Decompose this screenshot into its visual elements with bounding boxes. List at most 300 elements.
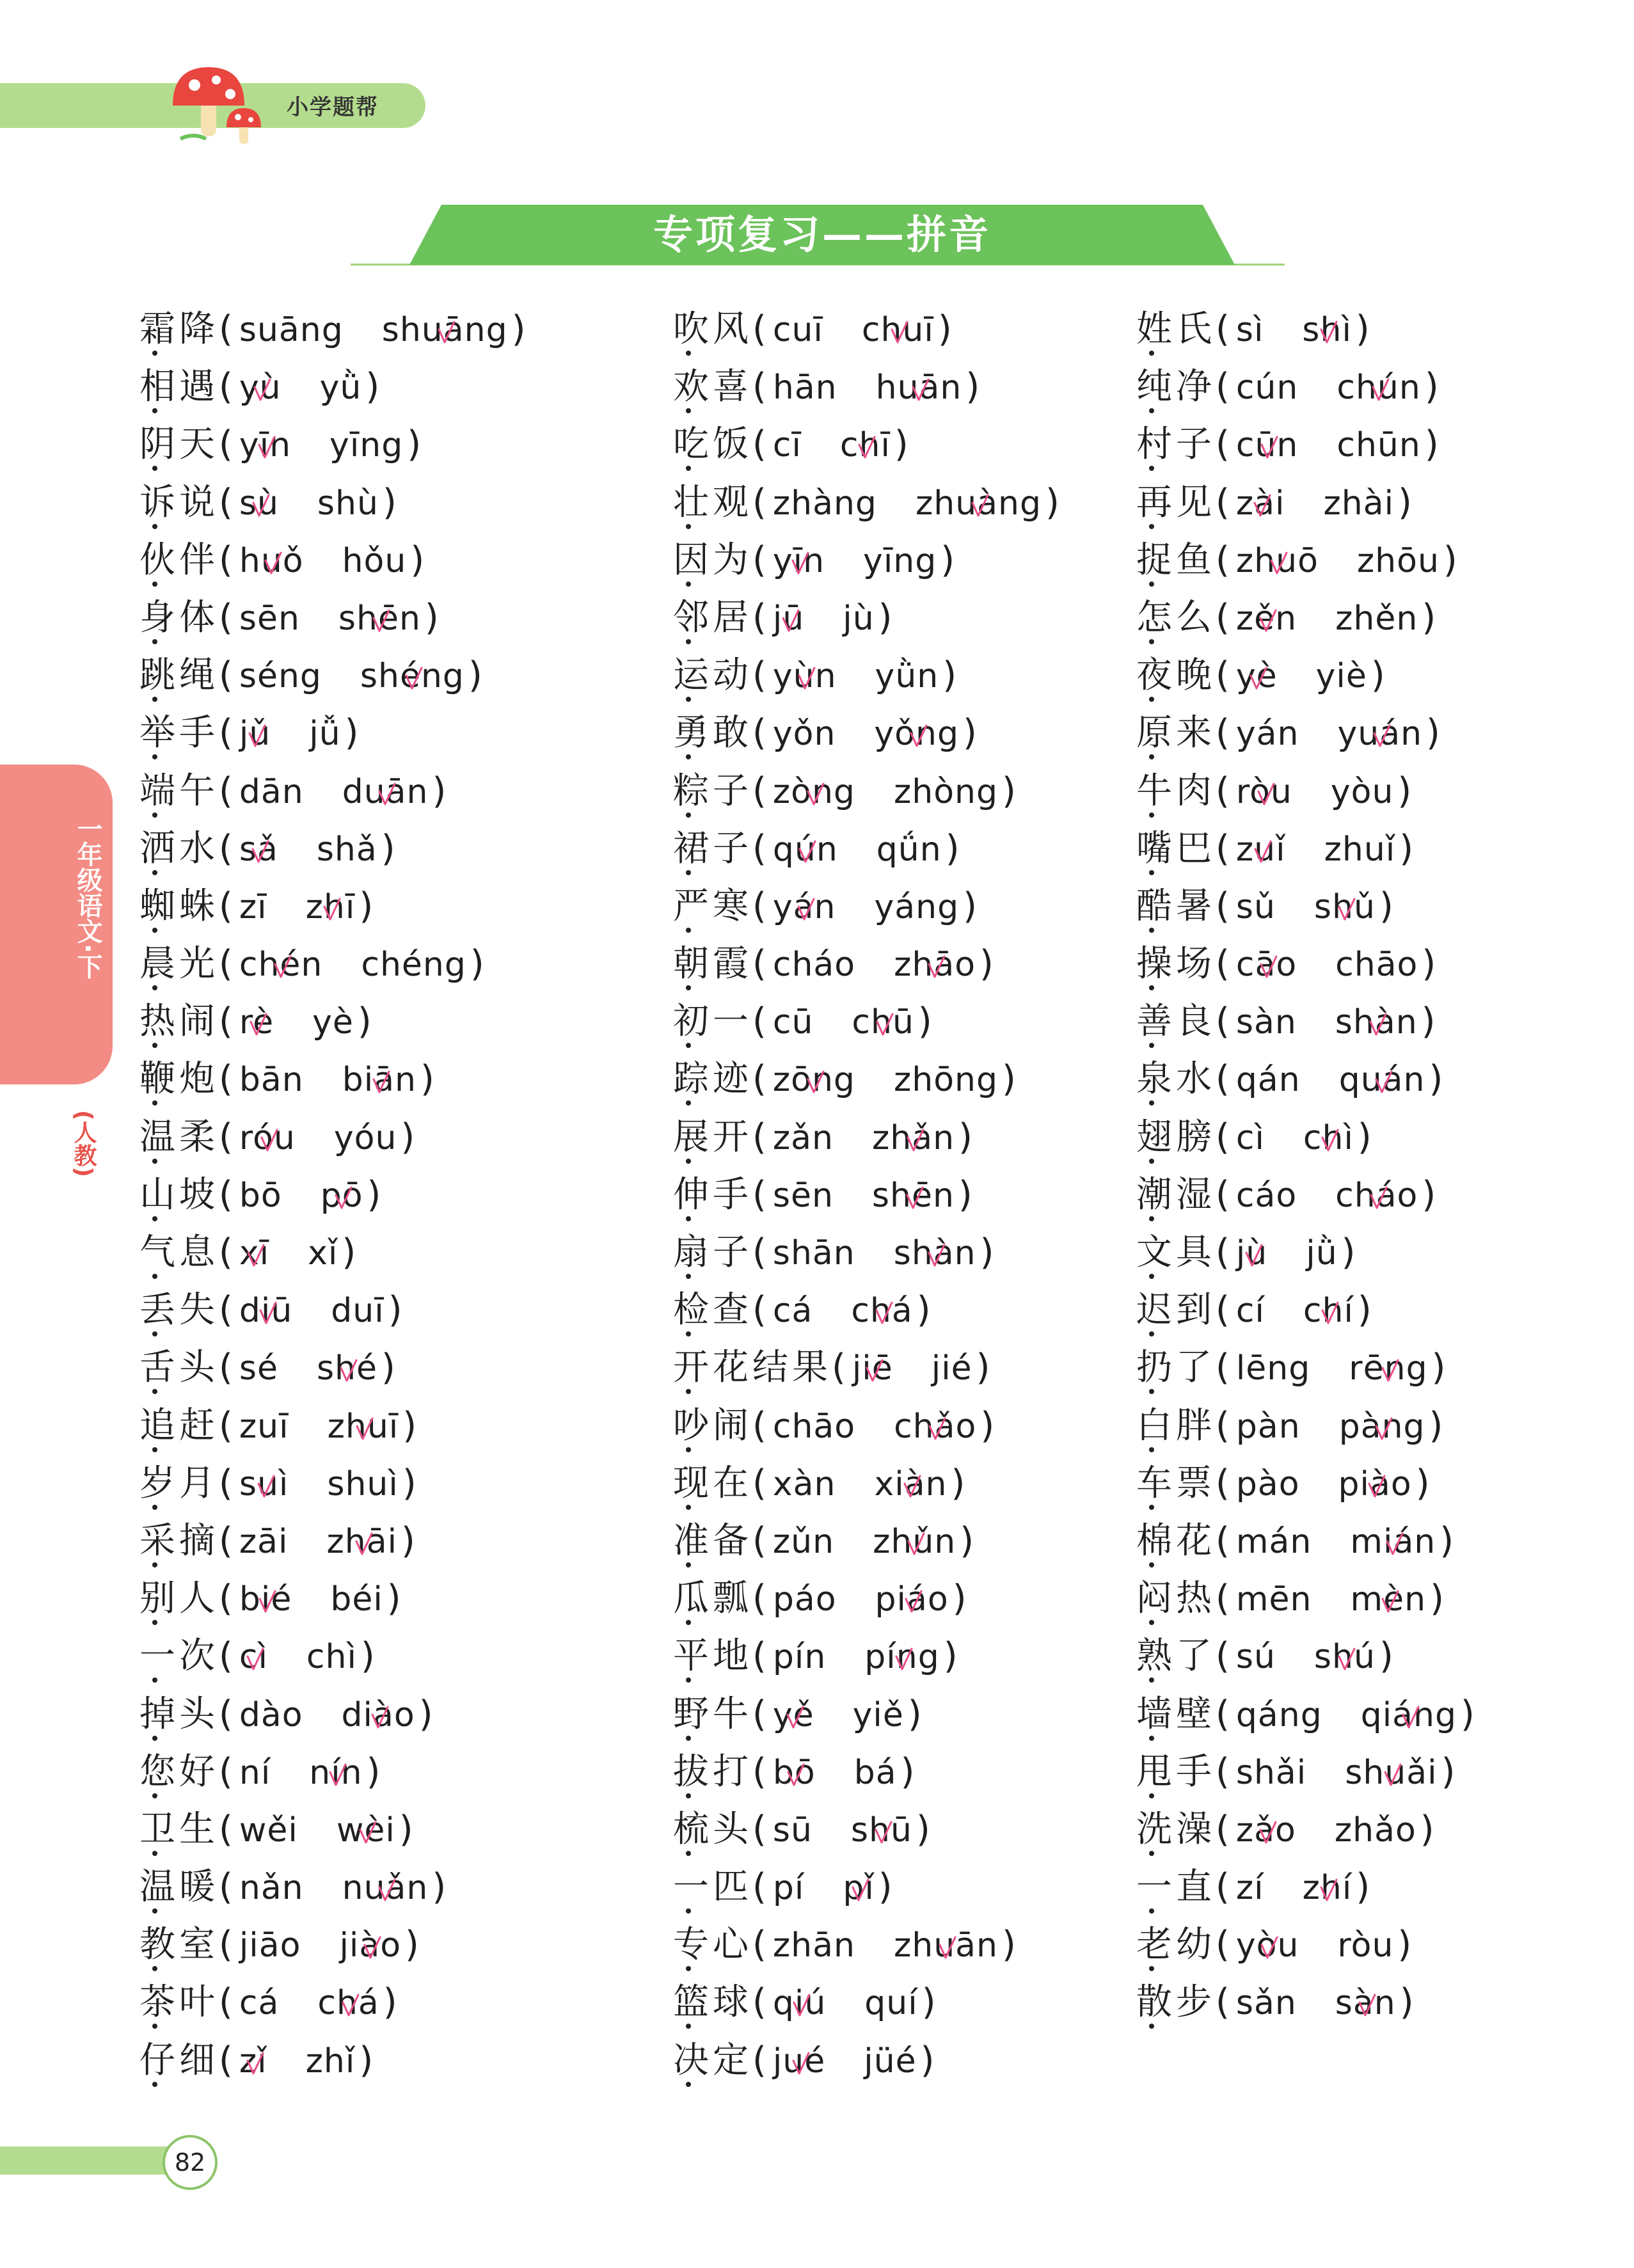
pinyin-option-b[interactable] xyxy=(894,763,998,821)
pinyin-option-b[interactable] xyxy=(853,1686,904,1744)
word-hanzi: 追赶 xyxy=(139,1397,219,1455)
pinyin-option-b[interactable] xyxy=(1335,936,1418,994)
pinyin-option-b-text: zhuī xyxy=(327,1407,399,1446)
pinyin-option-a[interactable] xyxy=(773,763,855,821)
word-hanzi: 迟到 xyxy=(1136,1281,1216,1339)
close-paren: ) xyxy=(942,654,957,697)
pinyin-item xyxy=(673,1397,1059,1455)
pinyin-option-a[interactable] xyxy=(773,1974,826,2032)
pinyin-option-a[interactable] xyxy=(239,1167,282,1225)
pinyin-option-b[interactable] xyxy=(1361,1686,1457,1744)
pinyin-option-b[interactable] xyxy=(308,1225,338,1282)
pinyin-option-b[interactable] xyxy=(894,1398,976,1455)
close-paren: ) xyxy=(1399,827,1414,869)
pinyin-option-b[interactable] xyxy=(1335,590,1418,647)
close-paren: ) xyxy=(1431,1347,1446,1389)
pinyin-option-a[interactable] xyxy=(773,416,802,474)
pinyin-option-a[interactable] xyxy=(1236,1167,1297,1225)
pinyin-option-a-text: pín xyxy=(772,1638,827,1677)
pinyin-item xyxy=(1136,1628,1475,1685)
pinyin-option-b[interactable] xyxy=(1350,1513,1436,1571)
pinyin-option-b-text: zhòng xyxy=(893,772,998,811)
pinyin-item xyxy=(1136,1397,1475,1455)
pinyin-option-b[interactable] xyxy=(1302,301,1352,359)
pinyin-option-b[interactable] xyxy=(327,1455,398,1513)
pinyin-option-b[interactable] xyxy=(1357,532,1440,590)
pinyin-option-b[interactable] xyxy=(326,1513,397,1571)
close-paren: ) xyxy=(511,308,526,350)
pinyin-option-a[interactable] xyxy=(1236,705,1299,763)
word-hanzi: 展开 xyxy=(673,1109,752,1166)
open-paren: ( xyxy=(219,1289,233,1331)
pinyin-option-a[interactable] xyxy=(773,821,838,878)
open-paren: ( xyxy=(752,1058,766,1100)
word-hanzi: 棉花 xyxy=(1136,1512,1216,1570)
pinyin-option-a[interactable] xyxy=(773,1109,834,1167)
pinyin-option-a[interactable] xyxy=(1236,821,1286,878)
word-hanzi: 温柔 xyxy=(139,1109,219,1166)
pinyin-option-b[interactable] xyxy=(330,1571,383,1628)
pinyin-option-a-text: cí xyxy=(1235,1292,1265,1331)
pinyin-option-b[interactable] xyxy=(306,1628,357,1686)
close-paren: ) xyxy=(900,1750,915,1793)
pinyin-option-a[interactable] xyxy=(1236,878,1276,936)
pinyin-option-b[interactable] xyxy=(840,416,891,474)
pinyin-option-b[interactable] xyxy=(328,1398,399,1455)
pinyin-option-b-text: piáo xyxy=(875,1580,949,1619)
pinyin-option-a[interactable] xyxy=(239,532,304,590)
pinyin-option-b-text: chún xyxy=(1337,369,1421,408)
pinyin-option-a[interactable] xyxy=(239,1455,289,1513)
close-paren: ) xyxy=(401,1116,415,1158)
pinyin-item xyxy=(1136,1166,1475,1224)
pinyin-option-a[interactable] xyxy=(773,532,825,590)
pinyin-option-b[interactable] xyxy=(312,994,354,1051)
pinyin-option-a[interactable] xyxy=(239,2033,267,2090)
pinyin-option-a[interactable] xyxy=(773,1513,834,1571)
pinyin-option-a[interactable] xyxy=(773,936,855,994)
pinyin-option-b[interactable] xyxy=(1303,1109,1354,1167)
pinyin-option-b[interactable] xyxy=(894,1225,976,1282)
open-paren: ( xyxy=(752,1750,766,1793)
word-hanzi: 熟了 xyxy=(1136,1628,1216,1685)
pinyin-item xyxy=(1136,1512,1475,1570)
pinyin-option-b[interactable] xyxy=(873,1513,956,1571)
pinyin-option-a-text: yù xyxy=(239,369,282,408)
pinyin-option-b[interactable] xyxy=(1303,1859,1352,1917)
pinyin-option-b[interactable] xyxy=(342,763,429,821)
pinyin-option-a[interactable] xyxy=(773,475,877,532)
pinyin-item xyxy=(139,358,525,416)
open-paren: ( xyxy=(752,1693,766,1735)
pinyin-option-a-text: zǔn xyxy=(772,1522,835,1561)
close-paren: ) xyxy=(468,654,482,697)
open-paren: ( xyxy=(752,1289,766,1331)
pinyin-option-b[interactable] xyxy=(342,1686,415,1744)
pinyin-option-b[interactable] xyxy=(309,1744,362,1802)
pinyin-option-a[interactable] xyxy=(239,994,274,1051)
pinyin-option-a-text: zuǐ xyxy=(1235,830,1286,869)
close-paren: ) xyxy=(1426,712,1440,754)
pinyin-option-b[interactable] xyxy=(1337,359,1420,416)
pinyin-option-a[interactable] xyxy=(239,301,344,359)
pinyin-option-a[interactable] xyxy=(239,1686,303,1744)
pinyin-item xyxy=(139,474,525,532)
pinyin-option-a[interactable] xyxy=(1236,1513,1312,1571)
pinyin-option-b-text: chéng xyxy=(361,946,466,985)
pinyin-option-b-text: chí xyxy=(1303,1292,1354,1331)
pinyin-option-b[interactable] xyxy=(334,1109,397,1167)
close-paren: ) xyxy=(1357,1116,1372,1158)
pinyin-option-b[interactable] xyxy=(360,647,464,705)
pinyin-option-a[interactable] xyxy=(239,1802,298,1859)
pinyin-option-a[interactable] xyxy=(239,1571,292,1628)
pinyin-option-a[interactable] xyxy=(1236,1109,1265,1167)
pinyin-option-a-text: bō xyxy=(239,1176,282,1215)
pinyin-option-b-text: zhěn xyxy=(1335,599,1418,638)
pinyin-option-b[interactable] xyxy=(1350,1571,1426,1628)
pinyin-option-a[interactable] xyxy=(239,1109,296,1167)
pinyin-option-a-text: jiāo xyxy=(239,1926,301,1965)
pinyin-item xyxy=(139,1570,525,1628)
pinyin-option-b[interactable] xyxy=(843,1859,874,1917)
pinyin-item xyxy=(673,1166,1059,1224)
pinyin-option-a[interactable] xyxy=(1236,1859,1264,1917)
pinyin-option-b[interactable] xyxy=(874,1455,947,1513)
pinyin-option-b[interactable] xyxy=(342,532,407,590)
pinyin-option-a[interactable] xyxy=(239,1398,289,1455)
pinyin-option-a[interactable] xyxy=(773,1051,855,1109)
open-paren: ( xyxy=(219,308,233,350)
word-hanzi: 身体 xyxy=(139,589,219,647)
open-paren: ( xyxy=(1216,1866,1230,1908)
close-paren: ) xyxy=(410,539,425,581)
open-paren: ( xyxy=(219,1058,233,1100)
pinyin-option-b-text: yǒng xyxy=(874,715,959,754)
pinyin-option-a-text: qán xyxy=(1235,1061,1301,1100)
pinyin-option-a[interactable] xyxy=(239,475,279,532)
pinyin-option-a[interactable] xyxy=(1236,1628,1276,1686)
pinyin-item xyxy=(139,1686,525,1743)
close-paren: ) xyxy=(1341,1232,1356,1273)
word-hanzi: 卫生 xyxy=(139,1801,219,1859)
open-paren: ( xyxy=(1216,308,1230,350)
open-paren: ( xyxy=(219,885,233,927)
word-hanzi: 温暖 xyxy=(139,1859,219,1916)
pinyin-option-a[interactable] xyxy=(239,1628,268,1686)
pinyin-item xyxy=(673,358,1059,416)
pinyin-option-a[interactable] xyxy=(1236,1571,1312,1628)
pinyin-option-b[interactable] xyxy=(1331,763,1394,821)
pinyin-item xyxy=(1136,1339,1475,1397)
pinyin-option-a[interactable] xyxy=(773,647,837,705)
pinyin-option-a-text: bān xyxy=(239,1061,304,1100)
pinyin-option-a[interactable] xyxy=(1236,475,1285,532)
pinyin-option-b-text: yǜn xyxy=(875,657,939,696)
pinyin-option-b[interactable] xyxy=(338,590,421,647)
pinyin-option-a-text: wěi xyxy=(239,1811,298,1850)
pinyin-option-a[interactable] xyxy=(773,301,823,359)
close-paren: ) xyxy=(386,1578,401,1620)
pinyin-option-b[interactable] xyxy=(361,936,466,994)
pinyin-option-a-text: bié xyxy=(239,1580,292,1619)
pinyin-option-b[interactable] xyxy=(1339,1051,1425,1109)
close-paren: ) xyxy=(894,424,908,466)
pinyin-option-b-text: zhōng xyxy=(893,1061,998,1100)
pinyin-option-a[interactable] xyxy=(1236,763,1292,821)
pinyin-option-a[interactable] xyxy=(239,936,323,994)
pinyin-option-a[interactable] xyxy=(773,1398,855,1455)
pinyin-option-a[interactable] xyxy=(773,1571,837,1628)
pinyin-option-a[interactable] xyxy=(239,1974,279,2032)
pinyin-option-b[interactable] xyxy=(874,705,959,763)
pinyin-option-b[interactable] xyxy=(864,1974,917,2032)
pinyin-option-b[interactable] xyxy=(317,475,379,532)
pinyin-option-a[interactable] xyxy=(239,763,304,821)
pinyin-option-b[interactable] xyxy=(1337,416,1420,474)
pinyin-option-b[interactable] xyxy=(1337,1917,1393,1974)
word-hanzi: 开花结果 xyxy=(673,1339,832,1397)
pinyin-option-b[interactable] xyxy=(331,1282,384,1340)
pinyin-option-b-text: shǔ xyxy=(1313,887,1376,926)
pinyin-option-b[interactable] xyxy=(339,1917,401,1974)
pinyin-option-b[interactable] xyxy=(1323,475,1394,532)
pinyin-option-a[interactable] xyxy=(239,1340,278,1397)
pinyin-option-b[interactable] xyxy=(875,1571,949,1628)
pinyin-option-b[interactable] xyxy=(932,1340,972,1397)
close-paren: ) xyxy=(921,1981,936,2024)
pinyin-option-b[interactable] xyxy=(864,1628,939,1686)
pinyin-option-a[interactable] xyxy=(239,416,291,474)
pinyin-option-a[interactable] xyxy=(773,994,814,1051)
pinyin-option-a[interactable] xyxy=(1236,1225,1267,1282)
pinyin-option-b[interactable] xyxy=(1314,1628,1376,1686)
open-paren: ( xyxy=(752,1808,766,1850)
word-hanzi: 诉说 xyxy=(139,474,219,532)
pinyin-option-b[interactable] xyxy=(1335,994,1418,1051)
pinyin-option-b[interactable] xyxy=(852,994,914,1051)
pinyin-option-a[interactable] xyxy=(773,705,836,763)
pinyin-option-b[interactable] xyxy=(317,1974,379,2032)
pinyin-item xyxy=(139,1281,525,1339)
pinyin-option-a[interactable] xyxy=(1236,1282,1265,1340)
pinyin-option-a[interactable] xyxy=(1236,994,1297,1051)
pinyin-option-a[interactable] xyxy=(773,2033,825,2090)
open-paren: ( xyxy=(219,1981,233,2024)
open-paren: ( xyxy=(219,1866,233,1908)
open-paren: ( xyxy=(752,424,766,466)
word-hanzi: 举手 xyxy=(139,704,219,762)
pinyin-option-b[interactable] xyxy=(875,647,939,705)
pinyin-option-b[interactable] xyxy=(1316,647,1367,705)
pinyin-option-a[interactable] xyxy=(1236,1974,1297,2032)
pinyin-option-b[interactable] xyxy=(872,1109,955,1167)
pinyin-option-a[interactable] xyxy=(773,1167,834,1225)
pinyin-option-a[interactable] xyxy=(1236,1455,1300,1513)
word-hanzi: 闷热 xyxy=(1136,1570,1216,1628)
pinyin-option-b[interactable] xyxy=(309,705,340,763)
word-column-3 xyxy=(1136,301,1475,2032)
pinyin-option-a[interactable] xyxy=(773,1859,804,1917)
pinyin-option-b[interactable] xyxy=(1306,1225,1337,1282)
pinyin-option-b[interactable] xyxy=(876,821,942,878)
pinyin-option-a[interactable] xyxy=(1236,1051,1301,1109)
word-hanzi: 吹风 xyxy=(673,301,752,358)
pinyin-option-b-text: diào xyxy=(341,1695,415,1734)
word-hanzi: 岁月 xyxy=(139,1455,219,1512)
pinyin-option-a[interactable] xyxy=(773,1455,836,1513)
pinyin-option-a[interactable] xyxy=(1236,1802,1296,1859)
pinyin-option-b[interactable] xyxy=(342,1051,416,1109)
pinyin-option-a[interactable] xyxy=(852,1340,893,1397)
pinyin-option-a[interactable] xyxy=(1236,416,1299,474)
pinyin-option-b[interactable] xyxy=(876,359,962,416)
pinyin-option-a[interactable] xyxy=(239,590,300,647)
pinyin-option-a[interactable] xyxy=(239,647,322,705)
pinyin-option-b[interactable] xyxy=(1335,1802,1416,1859)
pinyin-option-b[interactable] xyxy=(843,590,874,647)
pinyin-option-a[interactable] xyxy=(1236,1398,1301,1455)
pinyin-option-b[interactable] xyxy=(1339,1398,1425,1455)
pinyin-option-a[interactable] xyxy=(239,359,282,416)
pinyin-option-a[interactable] xyxy=(773,1628,826,1686)
pinyin-option-a-text: róu xyxy=(239,1118,296,1157)
pinyin-option-a[interactable] xyxy=(1236,301,1264,359)
open-paren: ( xyxy=(1216,1404,1230,1447)
pinyin-option-a-text: ròu xyxy=(1235,772,1292,811)
pinyin-option-a[interactable] xyxy=(773,590,804,647)
pinyin-item xyxy=(673,589,1059,647)
pinyin-option-b[interactable] xyxy=(1337,705,1422,763)
pinyin-option-b[interactable] xyxy=(862,301,934,359)
word-hanzi: 采摘 xyxy=(139,1512,219,1570)
word-hanzi: 洗澡 xyxy=(1136,1801,1216,1859)
pinyin-option-b[interactable] xyxy=(894,1051,998,1109)
pinyin-option-b-text: shéng xyxy=(360,657,464,696)
pinyin-option-a[interactable] xyxy=(773,1686,814,1744)
pinyin-item xyxy=(1136,589,1475,647)
word-hanzi: 勇敢 xyxy=(673,704,752,762)
pinyin-option-b[interactable] xyxy=(306,2033,356,2090)
pinyin-option-b[interactable] xyxy=(916,475,1042,532)
pinyin-item xyxy=(139,1051,525,1108)
pinyin-option-a[interactable] xyxy=(239,1859,304,1917)
pinyin-option-b[interactable] xyxy=(317,821,377,878)
close-paren: ) xyxy=(405,1924,419,1966)
pinyin-option-a[interactable] xyxy=(239,878,267,936)
pinyin-item xyxy=(673,878,1059,935)
pinyin-option-b[interactable] xyxy=(854,1744,897,1802)
pinyin-item xyxy=(1136,1224,1475,1281)
pinyin-item xyxy=(139,1166,525,1224)
pinyin-item xyxy=(1136,935,1475,993)
pinyin-item xyxy=(1136,358,1475,416)
pinyin-item xyxy=(139,647,525,704)
pinyin-option-b[interactable] xyxy=(894,936,976,994)
pinyin-option-b-text: yuán xyxy=(1337,715,1423,754)
pinyin-option-b[interactable] xyxy=(329,416,403,474)
pinyin-option-b[interactable] xyxy=(1335,1167,1418,1225)
pinyin-option-b[interactable] xyxy=(382,301,508,359)
pinyin-option-a[interactable] xyxy=(773,878,836,936)
word-hanzi: 散步 xyxy=(1136,1974,1216,2031)
pinyin-option-a-text: nǎn xyxy=(239,1869,304,1908)
pinyin-option-a[interactable] xyxy=(239,821,278,878)
pinyin-option-b[interactable] xyxy=(863,532,937,590)
close-paren: ) xyxy=(1045,481,1059,523)
pinyin-option-b[interactable] xyxy=(872,1167,955,1225)
pinyin-option-a[interactable] xyxy=(1236,647,1278,705)
pinyin-option-b[interactable] xyxy=(342,1859,429,1917)
pinyin-option-b[interactable] xyxy=(1345,1744,1437,1802)
pinyin-item xyxy=(139,532,525,589)
close-paren: ) xyxy=(359,2039,374,2081)
pinyin-option-b[interactable] xyxy=(320,359,362,416)
pinyin-option-a[interactable] xyxy=(1236,1744,1306,1802)
pinyin-option-b-text: biān xyxy=(342,1061,416,1100)
pinyin-option-a[interactable] xyxy=(239,1225,269,1282)
pinyin-option-a[interactable] xyxy=(773,1802,813,1859)
pinyin-option-a[interactable] xyxy=(239,1051,304,1109)
pinyin-item xyxy=(139,820,525,878)
pinyin-option-a[interactable] xyxy=(773,1282,813,1340)
pinyin-option-a-text: pàn xyxy=(1235,1407,1301,1446)
pinyin-option-a[interactable] xyxy=(1236,590,1297,647)
pinyin-option-b[interactable] xyxy=(321,1167,363,1225)
pinyin-option-a[interactable] xyxy=(239,1917,301,1974)
pinyin-option-b[interactable] xyxy=(1314,878,1376,936)
pinyin-option-a[interactable] xyxy=(1236,1340,1310,1397)
pinyin-option-b[interactable] xyxy=(1324,821,1396,878)
pinyin-option-b[interactable] xyxy=(1335,1974,1396,2032)
open-paren: ( xyxy=(1216,1347,1230,1389)
pinyin-item xyxy=(673,820,1059,878)
pinyin-option-a[interactable] xyxy=(773,1917,855,1974)
pinyin-option-a-text: sé xyxy=(239,1349,278,1388)
pinyin-option-a[interactable] xyxy=(773,1225,855,1282)
pinyin-option-a[interactable] xyxy=(1236,1917,1299,1974)
pinyin-option-b[interactable] xyxy=(864,2033,916,2090)
close-paren: ) xyxy=(432,770,447,812)
pinyin-option-b[interactable] xyxy=(894,1917,998,1974)
pinyin-option-a[interactable] xyxy=(239,1282,292,1340)
pinyin-option-b[interactable] xyxy=(1303,1282,1354,1340)
pinyin-option-b[interactable] xyxy=(851,1802,912,1859)
pinyin-option-a[interactable] xyxy=(239,705,271,763)
pinyin-option-a[interactable] xyxy=(239,1513,289,1571)
pinyin-option-b-text: piào xyxy=(1338,1464,1412,1503)
pinyin-option-a-text: yǒn xyxy=(772,715,836,754)
pinyin-option-a[interactable] xyxy=(773,1744,816,1802)
pinyin-option-b[interactable] xyxy=(1338,1455,1412,1513)
page-title: 专项复习——拼音 xyxy=(653,211,991,258)
pinyin-option-b[interactable] xyxy=(874,878,959,936)
pinyin-option-b[interactable] xyxy=(1349,1340,1427,1397)
pinyin-option-a[interactable] xyxy=(1236,532,1319,590)
pinyin-option-a[interactable] xyxy=(239,1744,271,1802)
open-paren: ( xyxy=(752,1001,766,1043)
pinyin-option-a[interactable] xyxy=(1236,1686,1322,1744)
pinyin-item xyxy=(673,1686,1059,1743)
pinyin-option-b[interactable] xyxy=(851,1282,912,1340)
pinyin-option-b[interactable] xyxy=(337,1802,395,1859)
pinyin-option-b[interactable] xyxy=(317,1340,377,1397)
pinyin-option-a[interactable] xyxy=(1236,936,1297,994)
pinyin-option-a[interactable] xyxy=(773,359,837,416)
pinyin-option-b[interactable] xyxy=(306,878,356,936)
pinyin-option-b-text: chuī xyxy=(861,311,934,349)
pinyin-option-a[interactable] xyxy=(1236,359,1299,416)
